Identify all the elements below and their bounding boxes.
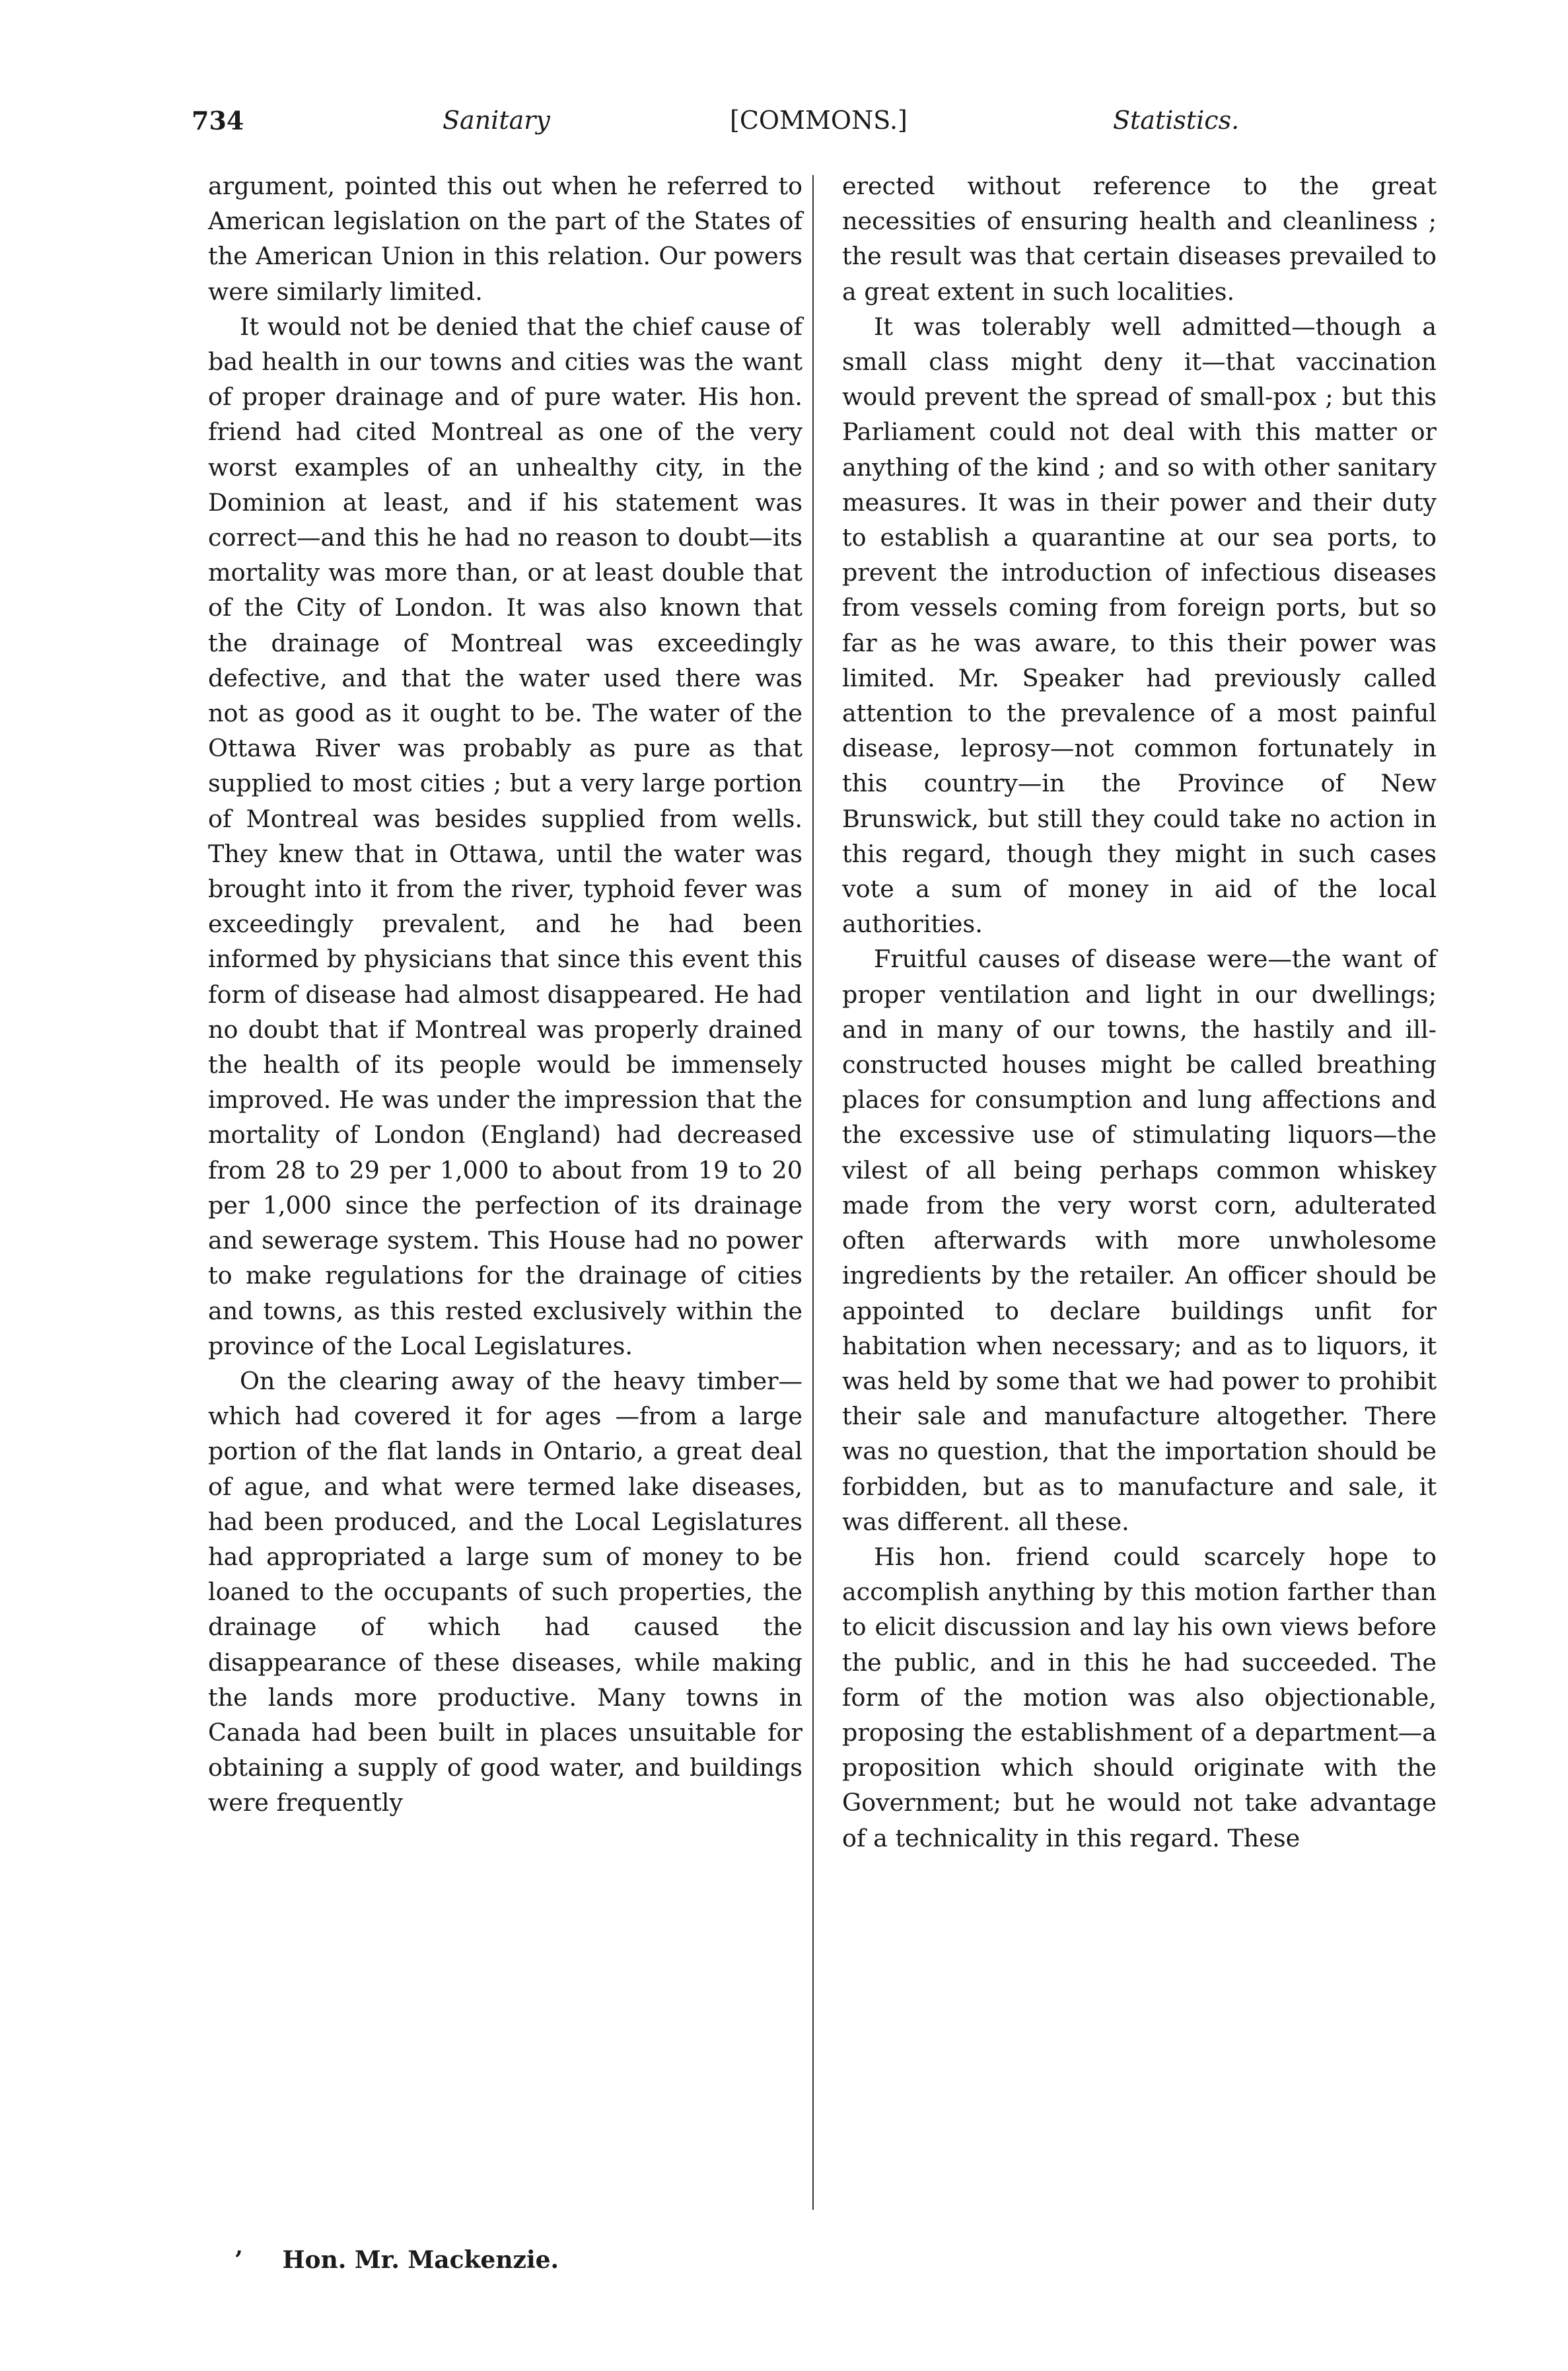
page-number: 734 — [192, 106, 244, 135]
footer-mark: ’ — [234, 2246, 243, 2274]
right-paragraph-3: Fruitful causes of disease were—the want of proper ventilation and light in our dwellings; and in many of our towns, the hastily and ill-constructed houses might be called breathing places for consumption and lung affections and the excessive use of stimulating liquors—the vilest of all being perhaps common whiskey made from the very worst corn, adulterated often afterwards with more unwholesome ingredients by the retailer. An officer should be appointed to declare buildings unfit for habitation when necessary; and as to liquors, it was held by some that we had power to prohibit their sale and manufacture altogether. There was no question, that the importation should be forbidden, but as to manufacture and sale, it was different. all these. — [842, 945, 1437, 1536]
header-right-title: Statistics. — [1113, 106, 1240, 135]
left-paragraph-1: argument, pointed this out when he referred to American legislation on the part of the States of the American Union in this relation. Our powers were similarly limited. — [208, 172, 802, 306]
right-column — [842, 168, 1437, 1856]
right-paragraph-2: It was tolerably well admitted—though a small class might deny it—that vaccination would prevent the spread of small-pox ; but this Parliament could not deal with this matter or anything of the kind ; and so with other sanitary measures. It was in their power and their duty to establish a quarantine at our sea ports, to prevent the introduction of infectious diseases from vessels coming from foreign ports, but so far as he was aware, to this their power was limited. Mr. Speaker had previously called attention to the prevalence of a most painful disease, leprosy—not common fortunately in this country—in the Province of New Brunswick, but still they could take no action in this regard, though they might in such cases vote a sum of money in aid of the local authorities. — [842, 312, 1437, 939]
left-paragraph-2: It would not be denied that the chief cause of bad health in our towns and cities was the want of proper drainage and of pure water. His hon. friend had cited Montreal as one of the very worst examples of an unhealthy city, in the Dominion at least, and if his statement was correct—and this he had no reason to doubt—its mortality was more than, or at least double that of the City of London. It was also known that the drainage of Montreal was exceedingly defective, and that the water used there was not as good as it ought to be. The water of the Ottawa River was probably as pure as that supplied to most cities ; but a very large portion of Montreal was besides supplied from wells. They knew that in Ottawa, until the water was brought into it from the river, typhoid fever was exceedingly prevalent, and he had been informed by physicians that since this event this form of disease had almost disappeared. He had no doubt that if Montreal was properly drained the health of its people would be immensely improved. He was under the impression that the mortality of London (England) had decreased from 28 to 29 per 1,000 to about from 19 to 20 per 1,000 since the perfection of its drainage and sewerage system. This House had no power to make regulations for the drainage of cities and towns, as this rested exclusively within the province of the Local Legislatures. — [208, 312, 802, 1360]
column-divider — [812, 175, 814, 2210]
footer-speaker-name: Hon. Mr. Mackenzie. — [282, 2246, 559, 2274]
right-paragraph-4: His hon. friend could scarcely hope to accomplish anything by this motion farther than to elicit discussion and lay his own views before the public, and in this he had succeeded. The form of the motion was also objectionable, proposing the establishment of a department—a proposition which should originate with the Government; but he would not take advantage of a technicality in this regard. These — [842, 1542, 1437, 1852]
header-center-title: [COMMONS.] — [730, 106, 908, 135]
running-header — [192, 106, 1314, 152]
left-paragraph-3: On the clearing away of the heavy timber—which had covered it for ages —from a large portion of the flat lands in Ontario, a great deal of ague, and what were termed lake diseases, had been produced, and the Local Legislatures had appropriated a large sum of money to be loaned to the occupants of such properties, the drainage of which had caused the disappearance of these diseases, while making the lands more productive. Many towns in Canada had been built in places unsuitable for obtaining a supply of good water, and buildings were frequently — [208, 1366, 802, 1817]
right-paragraph-1: erected without reference to the great necessities of ensuring health and cleanliness ; the result was that certain diseases prevailed to a great extent in such localities. — [842, 172, 1437, 306]
left-column — [208, 168, 802, 1821]
header-left-title: Sanitary — [443, 106, 550, 135]
speaker-footer — [234, 2246, 559, 2274]
